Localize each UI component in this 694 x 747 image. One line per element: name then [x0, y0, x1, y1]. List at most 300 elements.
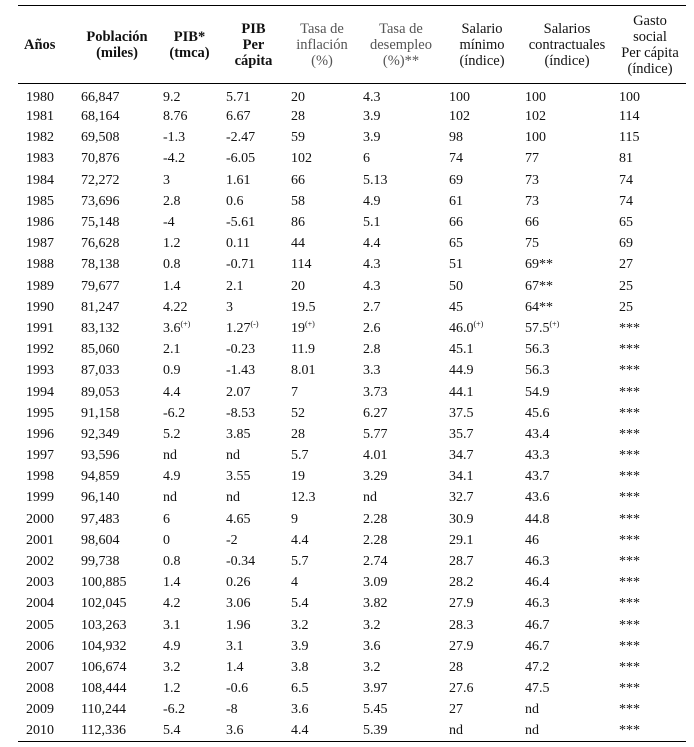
cell-value: 97,483	[81, 511, 120, 527]
cell-value: 4	[291, 575, 298, 591]
cell-value: 4.9	[163, 469, 181, 485]
cell-value: 3.6	[291, 702, 309, 718]
value-cell-pib-per-capita	[221, 445, 286, 466]
cell-value: 1.2	[163, 681, 181, 697]
value-cell-pib-per-capita	[221, 254, 286, 275]
year-cell: 1990	[26, 299, 54, 315]
cell-value: ***	[619, 405, 640, 421]
value-cell-salarios-contractuales	[520, 339, 614, 360]
cell-value: 45	[449, 299, 463, 315]
value-cell-tasa-desempleo	[358, 593, 444, 614]
value-cell-tasa-inflacion	[286, 360, 358, 381]
cell-value: 99,738	[81, 554, 120, 570]
value-cell-poblacion	[76, 191, 158, 212]
cell-value: -8	[226, 702, 238, 718]
value-cell-salario-minimo	[444, 254, 520, 275]
cell-value: 75	[525, 236, 539, 252]
cell-value: 100	[525, 130, 546, 146]
value-cell-pib-per-capita	[221, 615, 286, 636]
value-cell-salarios-contractuales	[520, 212, 614, 233]
cell-value: 28.3	[449, 617, 474, 633]
column-header-tasa-desempleo	[358, 6, 444, 84]
value-cell-pib	[158, 318, 221, 339]
cell-value: 25	[619, 299, 633, 315]
value-cell-salario-minimo	[444, 148, 520, 169]
year-cell: 1993	[26, 363, 54, 379]
cell-footnote-marker: (+)	[473, 319, 484, 329]
value-cell-poblacion	[76, 593, 158, 614]
cell-value: 3.73	[363, 384, 388, 400]
value-cell-poblacion	[76, 254, 158, 275]
value-cell-salario-minimo	[444, 170, 520, 191]
value-cell-pib	[158, 487, 221, 508]
cell-value: ***	[619, 363, 640, 379]
value-cell-tasa-inflacion	[286, 127, 358, 148]
value-cell-salarios-contractuales	[520, 84, 614, 107]
cell-value: 114	[619, 109, 640, 125]
cell-value: -4	[163, 215, 175, 231]
cell-value: 77	[525, 151, 539, 167]
value-cell-poblacion	[76, 509, 158, 530]
value-cell-salario-minimo	[444, 84, 520, 107]
cell-value: 19.5	[291, 299, 316, 315]
value-cell-pib	[158, 403, 221, 424]
cell-value: 1.96	[226, 617, 251, 633]
value-cell-tasa-inflacion	[286, 381, 358, 402]
value-cell-tasa-desempleo	[358, 254, 444, 275]
table-header	[18, 6, 686, 84]
cell-value: 11.9	[291, 342, 315, 358]
cell-value: ***	[619, 426, 640, 442]
value-cell-tasa-desempleo	[358, 657, 444, 678]
cell-value: 46.3	[525, 596, 550, 612]
cell-value: 19	[291, 469, 305, 485]
cell-value: 112,336	[81, 723, 126, 739]
value-cell-tasa-inflacion	[286, 699, 358, 720]
cell-value: 27	[449, 702, 463, 718]
cell-value: 0	[163, 532, 170, 548]
value-cell-tasa-inflacion	[286, 148, 358, 169]
cell-value: 2.1	[226, 278, 244, 294]
cell-value: 68,164	[81, 109, 120, 125]
cell-value: 20	[291, 278, 305, 294]
year-cell: 1983	[26, 151, 54, 167]
year-cell: 2005	[26, 617, 54, 633]
cell-value: 3.2	[291, 617, 309, 633]
value-cell-gasto-social	[614, 318, 686, 339]
cell-value: nd	[525, 723, 539, 739]
value-cell-poblacion	[76, 720, 158, 741]
cell-value: 4.4	[163, 384, 181, 400]
value-cell-salario-minimo	[444, 530, 520, 551]
cell-value: 66,847	[81, 90, 120, 105]
cell-value: 72,272	[81, 172, 120, 188]
table-row	[18, 593, 686, 614]
cell-value: 43.3	[525, 448, 550, 464]
cell-value: 0.8	[163, 554, 181, 570]
cell-value: -8.53	[226, 405, 256, 421]
value-cell-pib-per-capita	[221, 551, 286, 572]
value-cell-gasto-social	[614, 148, 686, 169]
cell-value: 5.7	[291, 448, 309, 464]
table-row	[18, 212, 686, 233]
value-cell-tasa-inflacion	[286, 191, 358, 212]
cell-value: 28	[291, 109, 305, 125]
cell-value: 110,244	[81, 702, 126, 718]
cell-value: 27.9	[449, 596, 474, 612]
value-cell-pib-per-capita	[221, 297, 286, 318]
table-row	[18, 360, 686, 381]
value-cell-pib-per-capita	[221, 657, 286, 678]
value-cell-tasa-inflacion	[286, 233, 358, 254]
cell-value: 5.13	[363, 172, 388, 188]
cell-value: 43.6	[525, 490, 550, 506]
cell-value: 65	[449, 236, 463, 252]
value-cell-poblacion	[76, 318, 158, 339]
cell-value: 106,674	[81, 659, 127, 675]
cell-value: 66	[449, 215, 463, 231]
header-row	[18, 6, 686, 84]
cell-value: 100	[619, 90, 640, 105]
value-cell-tasa-inflacion	[286, 445, 358, 466]
cell-value: 2.28	[363, 532, 388, 548]
cell-value: nd	[226, 448, 240, 464]
cell-value: 102	[449, 109, 470, 125]
year-cell: 1991	[26, 320, 54, 336]
cell-value: 2.8	[363, 342, 381, 358]
year-cell: 1987	[26, 236, 54, 252]
cell-value: 0.26	[226, 575, 251, 591]
value-cell-gasto-social	[614, 530, 686, 551]
value-cell-pib-per-capita	[221, 678, 286, 699]
cell-value: 100	[449, 90, 470, 105]
cell-value: 73	[525, 193, 539, 209]
table-row	[18, 424, 686, 445]
column-header-pib	[158, 6, 221, 84]
value-cell-salario-minimo	[444, 339, 520, 360]
cell-value: 56.3	[525, 363, 550, 379]
value-cell-salario-minimo	[444, 593, 520, 614]
value-cell-salarios-contractuales	[520, 572, 614, 593]
value-cell-gasto-social	[614, 593, 686, 614]
value-cell-pib-per-capita	[221, 106, 286, 127]
value-cell-pib-per-capita	[221, 636, 286, 657]
cell-value: 0.6	[226, 193, 244, 209]
table-row	[18, 381, 686, 402]
value-cell-pib	[158, 339, 221, 360]
value-cell-poblacion	[76, 530, 158, 551]
value-cell-poblacion	[76, 127, 158, 148]
year-cell: 1995	[26, 405, 54, 421]
cell-value: 27.6	[449, 681, 474, 697]
table-row	[18, 572, 686, 593]
cell-value: 3.85	[226, 426, 251, 442]
value-cell-pib	[158, 593, 221, 614]
value-cell-salario-minimo	[444, 678, 520, 699]
cell-value: 57.5	[525, 320, 550, 336]
cell-value: ***	[619, 554, 640, 570]
cell-value: 66	[525, 215, 539, 231]
table-row	[18, 276, 686, 297]
value-cell-salarios-contractuales	[520, 318, 614, 339]
cell-value: -6.2	[163, 405, 186, 421]
cell-value: 4.3	[363, 278, 381, 294]
value-cell-tasa-inflacion	[286, 403, 358, 424]
cell-value: 73,696	[81, 193, 120, 209]
value-cell-salario-minimo	[444, 720, 520, 741]
value-cell-poblacion	[76, 148, 158, 169]
value-cell-tasa-desempleo	[358, 424, 444, 445]
cell-value: 3.29	[363, 469, 388, 485]
year-cell: 1998	[26, 469, 54, 485]
cell-value: 102	[291, 151, 312, 167]
column-header-line: Per cápita	[621, 44, 679, 61]
cell-value: 1.4	[226, 659, 244, 675]
value-cell-tasa-desempleo	[358, 381, 444, 402]
cell-value: ***	[619, 511, 640, 527]
cell-value: 66	[291, 172, 305, 188]
cell-value: 6.27	[363, 405, 388, 421]
cell-value: 91,158	[81, 405, 120, 421]
value-cell-poblacion	[76, 615, 158, 636]
cell-value: 6.67	[226, 109, 251, 125]
cell-value: 3.1	[226, 638, 244, 654]
value-cell-pib	[158, 657, 221, 678]
cell-value: 9	[291, 511, 298, 527]
cell-value: 4.4	[363, 236, 381, 252]
value-cell-pib-per-capita	[221, 339, 286, 360]
value-cell-pib-per-capita	[221, 720, 286, 741]
value-cell-gasto-social	[614, 657, 686, 678]
value-cell-pib	[158, 127, 221, 148]
value-cell-gasto-social	[614, 699, 686, 720]
cell-footnote-marker: (+)	[180, 319, 191, 329]
column-header-line: Salarios	[543, 20, 591, 37]
value-cell-salarios-contractuales	[520, 297, 614, 318]
cell-value: 76,628	[81, 236, 120, 252]
value-cell-tasa-desempleo	[358, 148, 444, 169]
table-row	[18, 636, 686, 657]
value-cell-tasa-desempleo	[358, 106, 444, 127]
value-cell-pib	[158, 720, 221, 741]
cell-value: 94,859	[81, 469, 120, 485]
cell-value: 102	[525, 109, 546, 125]
cell-value: ***	[619, 532, 640, 548]
value-cell-poblacion	[76, 276, 158, 297]
value-cell-tasa-inflacion	[286, 678, 358, 699]
value-cell-tasa-inflacion	[286, 572, 358, 593]
value-cell-salario-minimo	[444, 424, 520, 445]
cell-value: 20	[291, 90, 305, 105]
cell-value: 3.6	[363, 638, 381, 654]
value-cell-gasto-social	[614, 487, 686, 508]
cell-value: 4.4	[291, 532, 309, 548]
cell-value: -5.61	[226, 215, 256, 231]
year-cell: 1984	[26, 172, 54, 188]
value-cell-tasa-desempleo	[358, 127, 444, 148]
cell-value: 3	[226, 299, 233, 315]
cell-value: 1.4	[163, 278, 181, 294]
value-cell-tasa-desempleo	[358, 297, 444, 318]
cell-value: 79,677	[81, 278, 120, 294]
value-cell-poblacion	[76, 403, 158, 424]
cell-value: -0.23	[226, 342, 256, 358]
value-cell-gasto-social	[614, 212, 686, 233]
table-row	[18, 720, 686, 741]
cell-value: nd	[449, 723, 463, 739]
value-cell-pib-per-capita	[221, 466, 286, 487]
year-cell: 1981	[26, 109, 54, 125]
cell-value: 100,885	[81, 575, 127, 591]
cell-value: 61	[449, 193, 463, 209]
cell-value: -1.43	[226, 363, 256, 379]
cell-value: 28.7	[449, 554, 474, 570]
value-cell-tasa-desempleo	[358, 212, 444, 233]
cell-value: ***	[619, 320, 640, 336]
cell-value: 85,060	[81, 342, 120, 358]
value-cell-salario-minimo	[444, 636, 520, 657]
value-cell-gasto-social	[614, 445, 686, 466]
value-cell-pib-per-capita	[221, 318, 286, 339]
value-cell-tasa-inflacion	[286, 212, 358, 233]
cell-value: -6.2	[163, 702, 186, 718]
value-cell-tasa-inflacion	[286, 424, 358, 445]
table-row	[18, 699, 686, 720]
cell-value: 3.6	[163, 320, 181, 336]
cell-value: 25	[619, 278, 633, 294]
year-cell: 1982	[26, 130, 54, 146]
cell-value: 1.27	[226, 320, 251, 336]
table-row	[18, 233, 686, 254]
value-cell-gasto-social	[614, 127, 686, 148]
year-cell: 1985	[26, 193, 54, 209]
value-cell-pib	[158, 84, 221, 107]
cell-value: 74	[449, 151, 463, 167]
table-row	[18, 148, 686, 169]
value-cell-tasa-desempleo	[358, 360, 444, 381]
value-cell-pib-per-capita	[221, 127, 286, 148]
value-cell-salario-minimo	[444, 403, 520, 424]
year-cell: 2002	[26, 554, 54, 570]
value-cell-poblacion	[76, 424, 158, 445]
value-cell-gasto-social	[614, 466, 686, 487]
cell-value: 43.4	[525, 426, 550, 442]
value-cell-poblacion	[76, 233, 158, 254]
value-cell-salario-minimo	[444, 191, 520, 212]
cell-value: 3.3	[363, 363, 381, 379]
cell-value: 30.9	[449, 511, 474, 527]
column-header-salario-minimo	[444, 6, 520, 84]
column-header-line: (índice)	[627, 60, 673, 77]
value-cell-gasto-social	[614, 381, 686, 402]
value-cell-tasa-desempleo	[358, 445, 444, 466]
value-cell-gasto-social	[614, 403, 686, 424]
cell-value: 3.9	[363, 130, 381, 146]
value-cell-pib-per-capita	[221, 170, 286, 191]
cell-value: 8.76	[163, 109, 188, 125]
column-header-salarios-contractuales	[520, 6, 614, 84]
value-cell-salario-minimo	[444, 509, 520, 530]
cell-value: ***	[619, 659, 640, 675]
cell-value: 64**	[525, 299, 553, 315]
cell-value: 65	[619, 215, 633, 231]
cell-value: 104,932	[81, 638, 127, 654]
cell-value: 4.3	[363, 90, 381, 105]
cell-value: ***	[619, 490, 640, 506]
cell-value: 29.1	[449, 532, 474, 548]
cell-value: ***	[619, 342, 640, 358]
value-cell-salarios-contractuales	[520, 254, 614, 275]
cell-value: nd	[163, 448, 177, 464]
cell-value: 58	[291, 193, 305, 209]
cell-value: ***	[619, 617, 640, 633]
cell-value: 98,604	[81, 532, 120, 548]
year-cell: 2010	[26, 723, 54, 739]
value-cell-tasa-inflacion	[286, 254, 358, 275]
cell-value: 47.5	[525, 681, 550, 697]
value-cell-pib	[158, 212, 221, 233]
value-cell-salarios-contractuales	[520, 720, 614, 741]
table-row	[18, 191, 686, 212]
cell-value: 3	[163, 172, 170, 188]
table-row	[18, 487, 686, 508]
cell-value: 3.9	[291, 638, 309, 654]
cell-value: 46.4	[525, 575, 550, 591]
value-cell-pib	[158, 381, 221, 402]
column-header-line: Población	[86, 28, 148, 45]
value-cell-pib-per-capita	[221, 593, 286, 614]
value-cell-tasa-inflacion	[286, 466, 358, 487]
column-header-line: Tasa de	[300, 20, 344, 37]
value-cell-pib	[158, 106, 221, 127]
column-header-line: inflación	[296, 36, 348, 53]
cell-value: 37.5	[449, 405, 474, 421]
value-cell-tasa-desempleo	[358, 615, 444, 636]
cell-value: 0.11	[226, 236, 250, 252]
value-cell-tasa-desempleo	[358, 572, 444, 593]
value-cell-gasto-social	[614, 297, 686, 318]
cell-value: 3.2	[363, 659, 381, 675]
value-cell-tasa-inflacion	[286, 551, 358, 572]
column-header-line: PIB	[241, 20, 266, 37]
table-row	[18, 509, 686, 530]
value-cell-poblacion	[76, 636, 158, 657]
cell-value: 102,045	[81, 596, 127, 612]
cell-value: -0.34	[226, 554, 256, 570]
cell-value: -1.3	[163, 130, 186, 146]
value-cell-salarios-contractuales	[520, 360, 614, 381]
cell-value: 4.01	[363, 448, 388, 464]
cell-value: nd	[525, 702, 539, 718]
column-header-tasa-inflacion	[286, 6, 358, 84]
year-cell: 2000	[26, 511, 54, 527]
cell-value: 3.2	[163, 659, 181, 675]
column-header-line: (índice)	[544, 52, 590, 69]
column-header-line: Tasa de	[379, 20, 423, 37]
value-cell-pib-per-capita	[221, 148, 286, 169]
value-cell-poblacion	[76, 699, 158, 720]
column-header-line: (tmca)	[169, 44, 210, 61]
cell-value: 69	[619, 236, 633, 252]
value-cell-poblacion	[76, 487, 158, 508]
cell-value: 44	[291, 236, 305, 252]
cell-value: 2.7	[363, 299, 381, 315]
value-cell-salarios-contractuales	[520, 593, 614, 614]
value-cell-tasa-inflacion	[286, 615, 358, 636]
column-header-line: contractuales	[528, 36, 606, 53]
cell-value: 114	[291, 257, 312, 273]
value-cell-poblacion	[76, 381, 158, 402]
